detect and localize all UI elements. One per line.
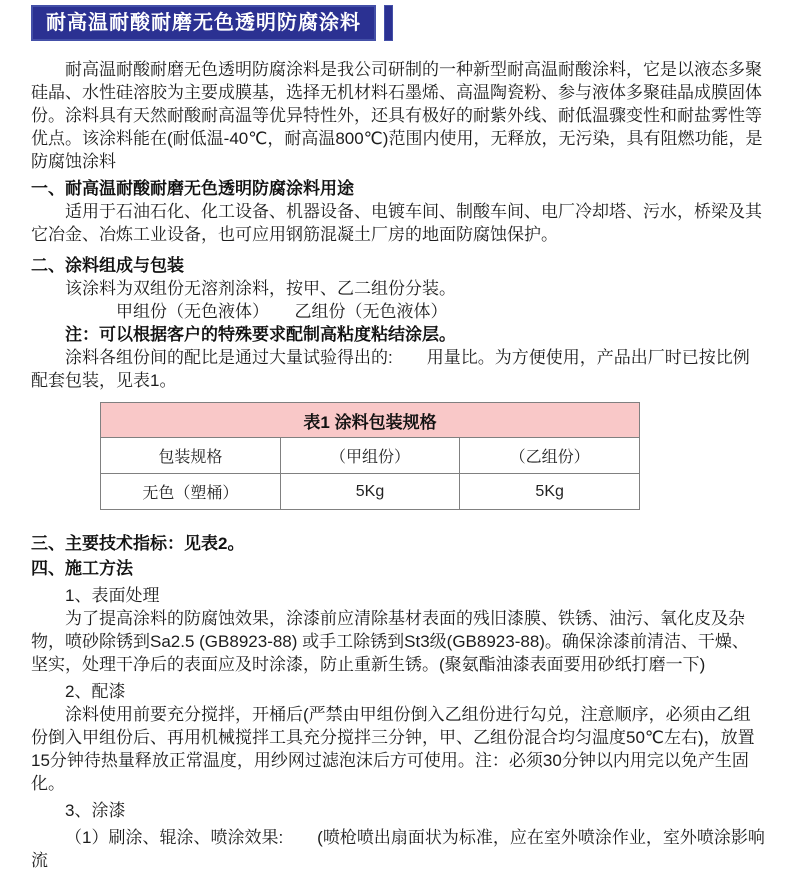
page-title: 耐高温耐酸耐磨无色透明防腐涂料 <box>31 5 376 41</box>
data-cell-weight-a: 5Kg <box>280 474 460 510</box>
section-1-heading: 一、耐高温耐酸耐磨无色透明防腐涂料用途 <box>31 179 354 198</box>
section-4-heading: 四、施工方法 <box>31 559 133 578</box>
step-1-body: 为了提高涂料的防腐蚀效果，涂漆前应清除基材表面的残旧漆膜、铁锈、油污、氧化皮及杂物，喷砂除锈到Sa2.5 (GB8923-88) 或手工除锈到St3级(GB8923-88)。确保涂漆前清洁、干燥、坚实，处理干净后的表面应及时涂漆，防止重新生锈。(聚氨酯油漆表面要用砂纸打磨一下) <box>31 609 749 674</box>
custom-note-line: 注：可以根据客户的特殊要求配制高粘度粘结涂层。 <box>65 325 456 344</box>
title-accent-bar <box>384 5 393 41</box>
data-cell-color: 无色（塑桶） <box>101 474 281 510</box>
step-3-title: 3、涂漆 <box>65 801 126 820</box>
component-packaging-line: 甲组份（无色液体） 乙组份（无色液体） <box>116 302 448 321</box>
data-cell-weight-b: 5Kg <box>460 474 640 510</box>
table-data-row <box>101 474 640 510</box>
packaging-table-wrapper <box>100 402 765 510</box>
table-header-row <box>101 438 640 474</box>
section-2-heading: 二、涂料组成与包装 <box>31 256 184 275</box>
header-cell-component-a: （甲组份） <box>280 438 460 474</box>
intro-paragraph: 耐高温耐酸耐磨无色透明防腐涂料是我公司研制的一种新型耐高温耐酸涂料，它是以液态多聚硅晶、水性硅溶胶为主要成膜基，选择无机材料石墨烯、高温陶瓷粉、参与液体多聚硅晶成膜固体份。涂料具有天然耐酸耐高温等优异特性外，还具有极好的耐紫外线、耐低温骤变性和耐盐雾性等优点。该涂料能在(耐低温-40℃，耐高温800℃)范围内使用，无释放，无污染，具有阻燃功能，是防腐蚀涂料 <box>31 60 763 171</box>
step-1-title: 1、表面处理 <box>65 586 160 605</box>
header-cell-spec: 包装规格 <box>101 438 281 474</box>
section-1-body: 适用于石油石化、化工设备、机器设备、电镀车间、制酸车间、电厂冷却塔、污水，桥梁及其它冶金、冶炼工业设备，也可应用钢筋混凝土厂房的地面防腐蚀保护。 <box>31 202 762 244</box>
header-cell-component-b: （乙组份） <box>460 438 640 474</box>
document-page <box>0 5 796 872</box>
packaging-table <box>100 402 640 510</box>
step-2-body: 涂料使用前要充分搅拌，开桶后(严禁由甲组份倒入乙组份进行勾兑，注意顺序，必须由乙组份倒入甲组份后、再用机械搅拌工具充分搅拌三分钟，甲、乙组份混合均匀温度50℃左右)，放置15分钟待热量释放正常温度，用纱网过滤泡沫后方可使用。注：必须30分钟以内用完以免产生固化。 <box>31 705 755 793</box>
step-2-title: 2、配漆 <box>65 682 126 701</box>
component-split-line: 该涂料为双组份无溶剂涂料，按甲、乙二组份分装。 <box>65 279 456 298</box>
ratio-line: 涂料各组份间的配比是通过大量试验得出的: 用量比。为方便使用，产品出厂时已按比例配套包装，见表1。 <box>31 348 750 390</box>
page-header <box>31 5 765 41</box>
table-title-row <box>101 403 640 438</box>
step-3-body: （1）刷涂、辊涂、喷涂效果: (喷枪喷出扇面状为标准，应在室外喷涂作业，室外喷涂影响流 <box>31 828 765 870</box>
section-3-heading: 三、主要技术指标：见表2。 <box>31 534 245 553</box>
table-title: 表1 涂料包装规格 <box>101 403 640 438</box>
